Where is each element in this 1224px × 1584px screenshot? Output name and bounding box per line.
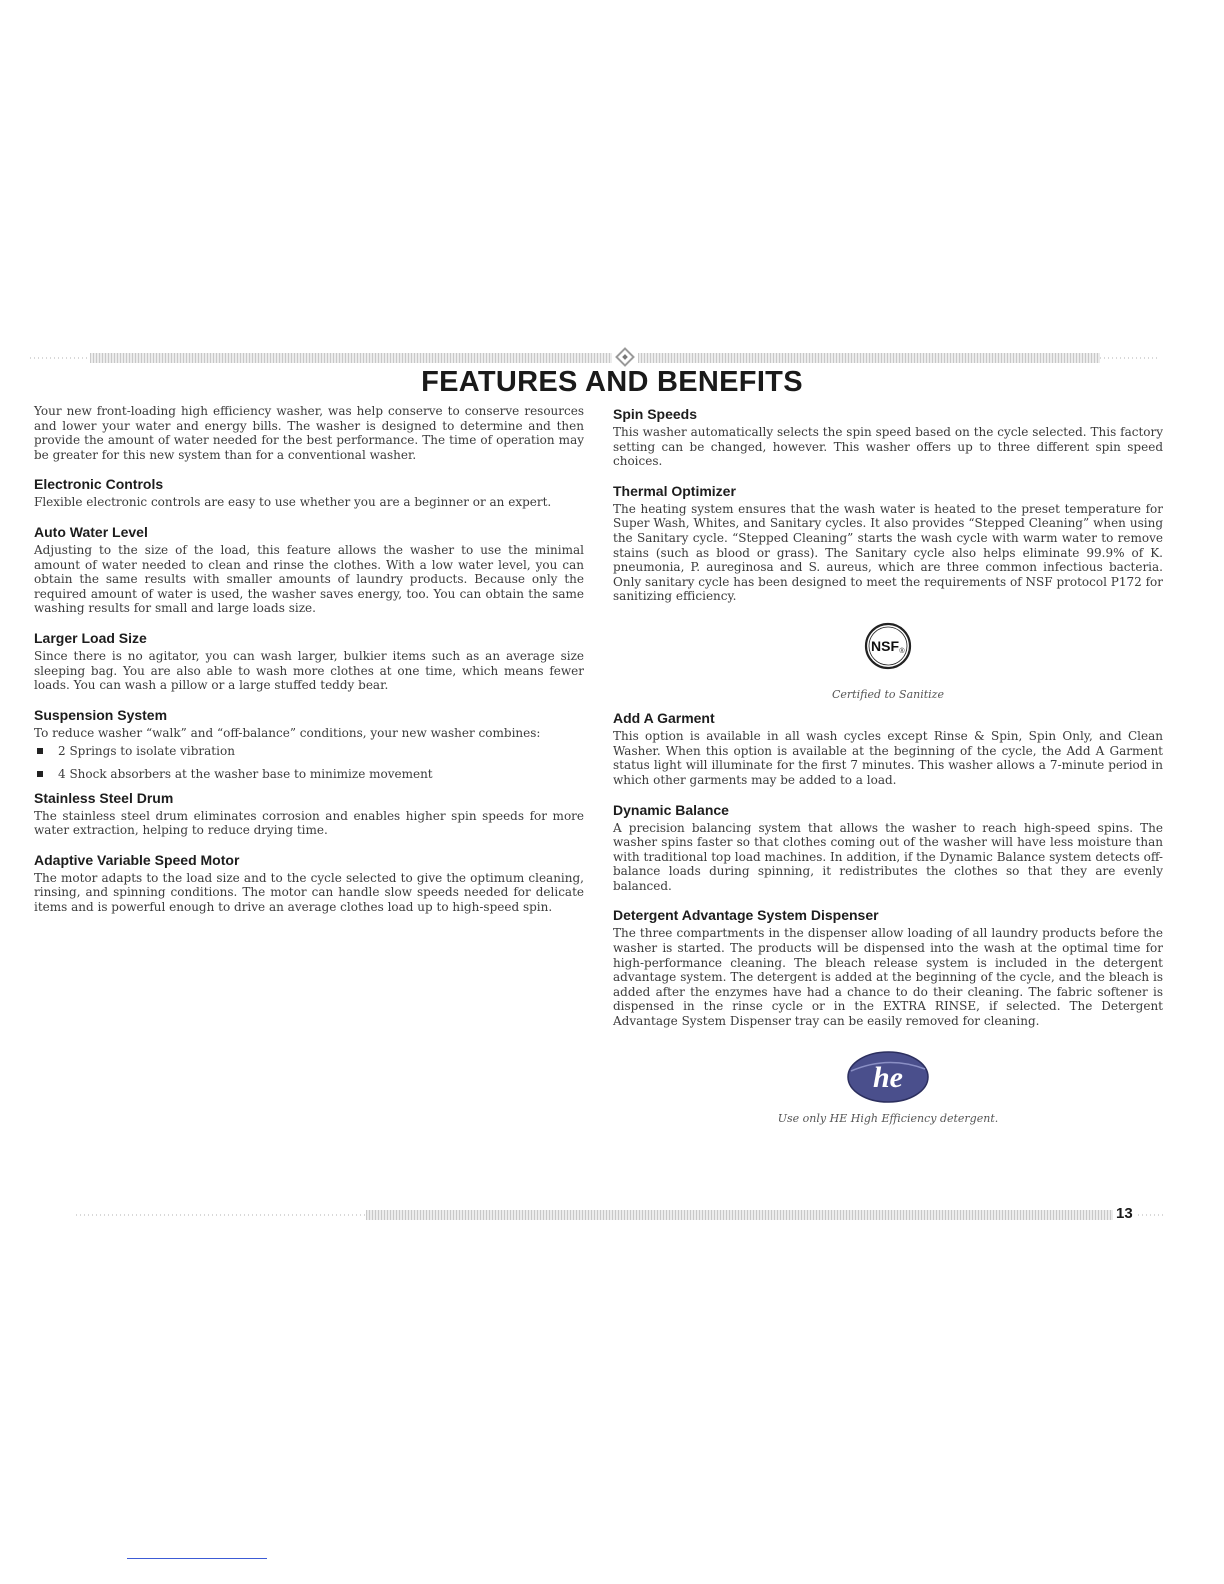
heading-dynamic-balance: Dynamic Balance xyxy=(613,801,729,818)
left-column xyxy=(34,404,584,914)
band-line-right xyxy=(638,353,1100,363)
footer-band-fade-left xyxy=(76,1214,366,1216)
heading-detergent-dispenser: Detergent Advantage System Dispenser xyxy=(613,907,879,924)
nsf-registered-mark: ® xyxy=(899,647,905,655)
band-fade-left xyxy=(30,357,90,359)
body-auto-water-level: Adjusting to the size of the load, this feature allows the washer to use the minimal amount of water needed to clean and rinse the clothes. With a low water level, you can obtain the same results with smaller amounts of laundry products. Because only the required amount of water is used, the washer saves energy, too. You can obtain the same washing results for small and large loads size. xyxy=(34,542,584,616)
heading-adaptive-motor: Adaptive Variable Speed Motor xyxy=(34,851,240,868)
heading-auto-water-level: Auto Water Level xyxy=(34,523,148,540)
body-thermal-optimizer: The heating system ensures that the wash water is heated to the preset temperature for Super Wash, Whites, and Sanitary cycles. It also provides “Stepped Cleaning” when using the Sanitary cycle. “Stepped Cleaning” starts the wash cycle with warm water to remove stains (such as blood or grass). The Sanitary cycle also helps eliminate 99.9% of K. pneumonia, P. aureginosa and S. aureus, which are three common infectious bacteria. Only sanitary cycle has been designed to meet the requirements of NSF protocol P172 for sanitizing efficiency. xyxy=(613,501,1163,604)
heading-stainless-steel-drum: Stainless Steel Drum xyxy=(34,789,174,806)
body-larger-load-size: Since there is no agitator, you can wash larger, bulkier items such as an average size sleeping bag. You are also able to wash more clothes at one time, which means fewer loads. You can wash a pillow or a large stuffed teddy bear. xyxy=(34,648,584,693)
list-item xyxy=(34,744,584,759)
suspension-bullet-list xyxy=(34,744,584,781)
nsf-logo-block xyxy=(613,622,1163,702)
bullet-text: 2 Springs to isolate vibration xyxy=(58,744,235,759)
band-line-left xyxy=(90,353,612,363)
band-fade-right xyxy=(1100,357,1160,359)
heading-electronic-controls: Electronic Controls xyxy=(34,476,164,493)
square-bullet-icon xyxy=(37,771,43,777)
list-item xyxy=(34,767,584,782)
body-detergent-dispenser: The three compartments in the dispenser allow loading of all laundry products before the washer is started. The products will be dispensed into the wash at the optimal time for high-performance cleaning. The bleach release system is included in the detergent advantage system. The detergent is added at the beginning of the cycle, and the bleach is added after the enzymes have had a chance to do their cleaning. The fabric softener is dispensed in the rinse cycle or in the EXTRA RINSE, if selected. The Detergent Advantage System Dispenser tray can be easily removed for cleaning. xyxy=(613,926,1163,1029)
body-adaptive-motor: The motor adapts to the load size and to the cycle selected to give the optimum cleaning, rinsing, and spinning conditions. The motor can handle slow speeds needed for delicate items and is powerful enough to drive an average clothes load up to high-speed spin. xyxy=(34,870,584,914)
footer-rule xyxy=(127,1558,267,1559)
body-dynamic-balance: A precision balancing system that allows the washer to reach high-speed spins. The washer spins faster so that clothes coming out of the washer will have less moisture than with traditional top load machines. In addition, if the Dynamic Balance system detects off-balance loads during spinning, it redistributes the clothes so that they are evenly balanced. xyxy=(613,820,1163,893)
he-logo-label: he xyxy=(873,1060,903,1094)
page-number: 13 xyxy=(1113,1205,1136,1222)
he-caption: Use only HE High Efficiency detergent. xyxy=(777,1112,999,1126)
bullet-text: 4 Shock absorbers at the washer base to minimize movement xyxy=(58,766,433,781)
he-logo-icon xyxy=(845,1047,931,1105)
footer-decorative-band xyxy=(76,1206,1166,1224)
nsf-logo-label: NSF xyxy=(871,637,899,654)
diamond-ornament-icon xyxy=(615,347,635,367)
nsf-logo-icon xyxy=(864,622,912,670)
body-add-a-garment: This option is available in all wash cycles except Rinse & Spin, Spin Only, and Clean Washer. When this option is available at the beginning of the cycle, the Add A Garment status light will illuminate for the first 7 minutes. This washer allows a 7-minute period in which other garments may be added to a load. xyxy=(613,729,1163,787)
heading-larger-load-size: Larger Load Size xyxy=(34,629,147,646)
page-title: FEATURES AND BENEFITS xyxy=(421,366,803,398)
heading-thermal-optimizer: Thermal Optimizer xyxy=(613,482,736,499)
heading-add-a-garment: Add A Garment xyxy=(613,710,715,727)
footer-band-line xyxy=(366,1210,1118,1220)
right-column xyxy=(613,406,1163,1135)
he-logo-block xyxy=(613,1047,1163,1127)
nsf-caption: Certified to Sanitize xyxy=(832,687,944,701)
body-electronic-controls: Flexible electronic controls are easy to use whether you are a beginner or an expert. xyxy=(34,495,552,510)
body-spin-speeds: This washer automatically selects the spin speed based on the cycle selected. This factory setting can be changed, however. This washer offers up to three different spin speed choices. xyxy=(613,425,1163,469)
body-suspension-system: To reduce washer “walk” and “off-balance” conditions, your new washer combines: xyxy=(34,725,541,740)
square-bullet-icon xyxy=(37,748,43,754)
body-stainless-steel-drum: The stainless steel drum eliminates corrosion and enables higher spin speeds for more water extraction, helping to reduce drying time. xyxy=(34,808,584,838)
header-decorative-band xyxy=(30,349,1160,367)
heading-suspension-system: Suspension System xyxy=(34,706,168,723)
heading-spin-speeds: Spin Speeds xyxy=(613,406,698,422)
intro-paragraph: Your new front-loading high efficiency washer, was help conserve to conserve resources and lower your water and energy bills. The washer is designed to determine and then provide the amount of water needed for the best performance. The time of operation may be greater for this new system than for a conventional washer. xyxy=(34,404,584,462)
